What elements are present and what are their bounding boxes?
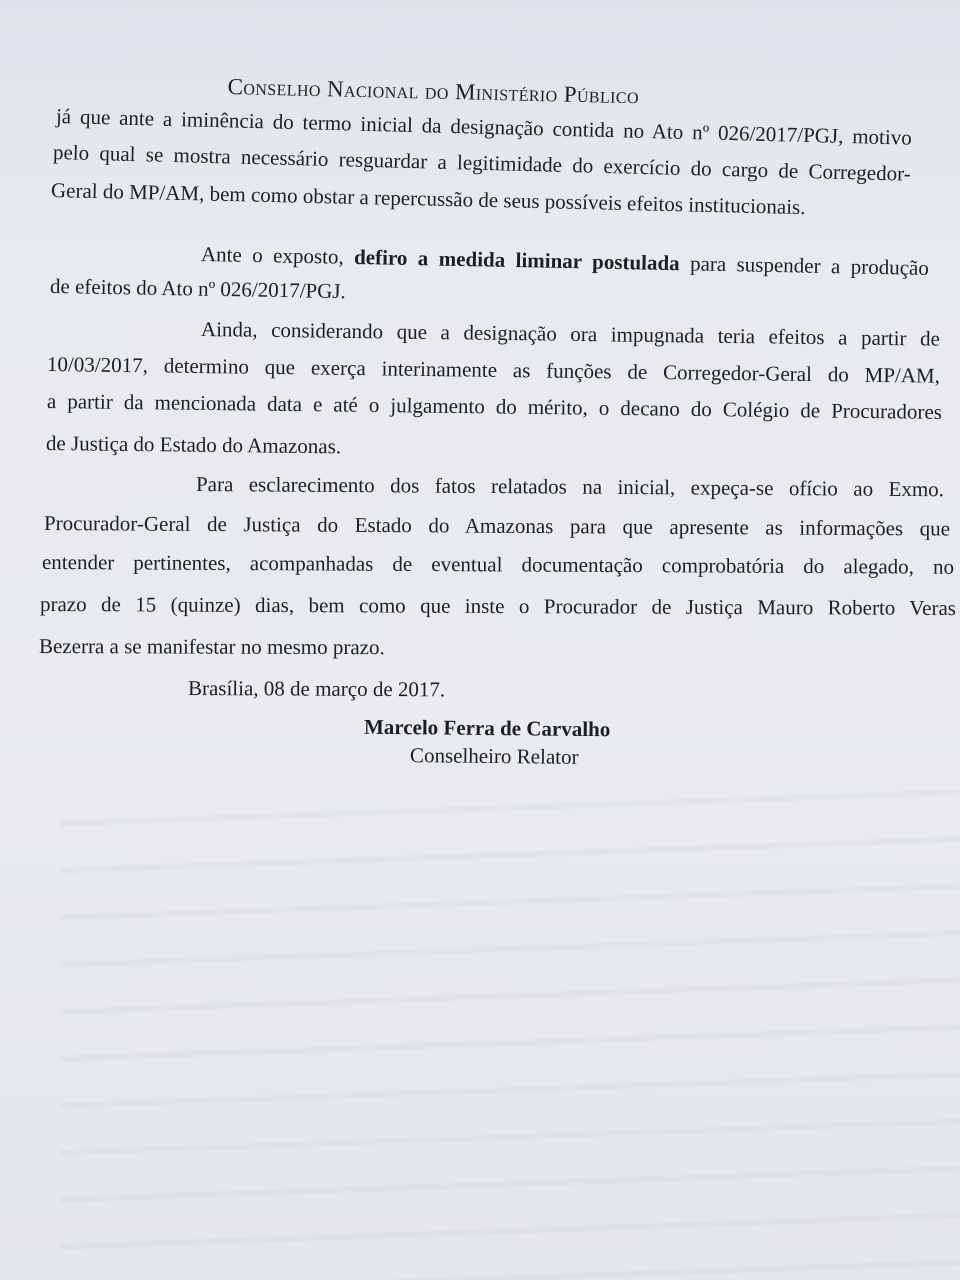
paragraph-4-line-4: prazo de 15 (quinze) dias, bem como que inste o Procurador de Justiça Mauro Roberto Veras bbox=[39, 592, 957, 620]
paragraph-1-line-2: pelo qual se mostra necessário resguardar a legitimidade do exercício do cargo de Corregedor- bbox=[52, 140, 912, 186]
paragraph-4-line-2: Procurador-Geral de Justiça do Estado do Amazonas para que apresente as informações que bbox=[43, 511, 951, 541]
paragraph-3-line-4: de Justiça do Estado do Amazonas. bbox=[45, 431, 342, 459]
ruling-bold-text: defiro a medida liminar postulada bbox=[353, 244, 680, 276]
signature-role: Conselheiro Relator bbox=[409, 743, 579, 769]
paragraph-2-line-2: de efeitos do Ato nº 026/2017/PGJ. bbox=[49, 274, 347, 304]
paragraph-1-line-3: Geral do MP/AM, bem como obstar a repercussão de seus possíveis efeitos institucionais. bbox=[50, 178, 806, 220]
paragraph-2-tail: para suspender a produção bbox=[679, 251, 930, 280]
paragraph-4-line-1: Para esclarecimento dos fatos relatados na inicial, expeça-se ofício ao Exmo. bbox=[195, 472, 945, 502]
paragraph-4-line-3: entender pertinentes, acompanhadas de eventual documentação comprobatória do alegado, no bbox=[41, 550, 955, 579]
document-header: Conselho Nacional do Ministério Público bbox=[227, 74, 640, 109]
paragraph-1-line-1: já que ante a iminência do termo inicial da designação contida no Ato nº 026/2017/PGJ, motivo bbox=[55, 104, 913, 150]
signature-name: Marcelo Ferra de Carvalho bbox=[363, 714, 611, 742]
show-through-text bbox=[60, 780, 960, 1280]
paragraph-2-lead: Ante o exposto, bbox=[200, 242, 355, 269]
paragraph-3-line-1: Ainda, considerando que a designação ora impugnada teria efeitos a partir de bbox=[200, 317, 941, 351]
place-date: Brasília, 08 de março de 2017. bbox=[187, 676, 446, 702]
paragraph-3-line-3: a partir da mencionada data e até o julgamento do mérito, o decano do Colégio de Procuradores bbox=[46, 389, 943, 424]
paragraph-3-line-2: 10/03/2017, determino que exerça interinamente as funções de Corregedor-Geral do MP/AM, bbox=[46, 352, 941, 388]
paragraph-2-line-1 bbox=[201, 244, 929, 279]
paragraph-4-line-5: Bezerra a se manifestar no mesmo prazo. bbox=[38, 634, 385, 660]
